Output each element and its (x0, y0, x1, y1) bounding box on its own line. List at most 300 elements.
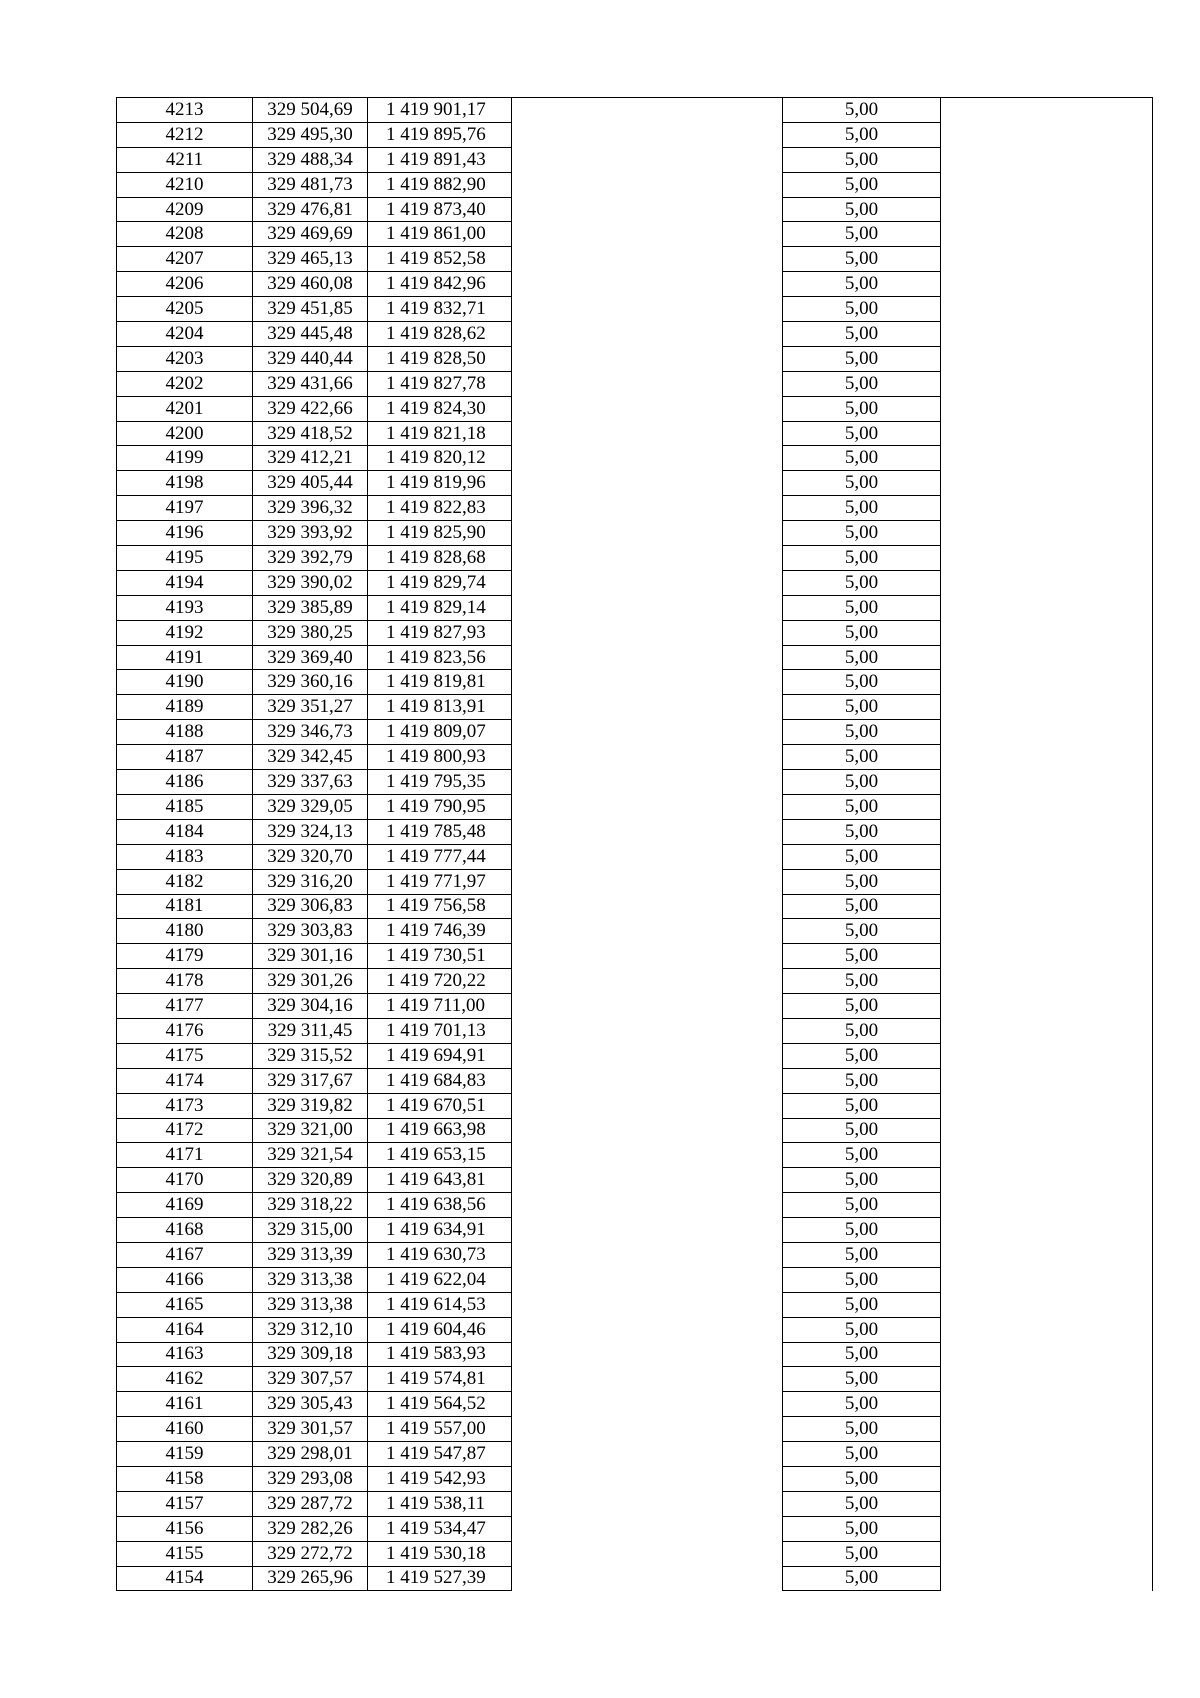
y-coordinate-cell: 1 419 819,96 (368, 471, 512, 496)
table-row (117, 297, 1153, 322)
table-row (117, 1193, 1153, 1218)
y-coordinate-cell: 1 419 538,11 (368, 1491, 512, 1516)
y-coordinate-cell: 1 419 821,18 (368, 421, 512, 446)
point-number-cell: 4157 (117, 1491, 253, 1516)
x-coordinate-cell: 329 312,10 (253, 1317, 368, 1342)
table-row (117, 1143, 1153, 1168)
point-number-cell: 4186 (117, 770, 253, 795)
point-number-cell: 4170 (117, 1168, 253, 1193)
table-row (117, 1367, 1153, 1392)
table-row (117, 1068, 1153, 1093)
x-coordinate-cell: 329 320,70 (253, 844, 368, 869)
empty-cell (512, 670, 783, 695)
empty-cell (941, 620, 1153, 645)
point-number-cell: 4155 (117, 1541, 253, 1566)
empty-cell (941, 222, 1153, 247)
point-number-cell: 4176 (117, 1018, 253, 1043)
accuracy-cell: 5,00 (783, 98, 941, 123)
empty-cell (941, 396, 1153, 421)
x-coordinate-cell: 329 306,83 (253, 894, 368, 919)
point-number-cell: 4165 (117, 1292, 253, 1317)
empty-cell (941, 98, 1153, 123)
point-number-cell: 4161 (117, 1392, 253, 1417)
accuracy-cell: 5,00 (783, 1267, 941, 1292)
x-coordinate-cell: 329 307,57 (253, 1367, 368, 1392)
table-row (117, 944, 1153, 969)
x-coordinate-cell: 329 317,67 (253, 1068, 368, 1093)
accuracy-cell: 5,00 (783, 794, 941, 819)
y-coordinate-cell: 1 419 891,43 (368, 147, 512, 172)
table-row (117, 122, 1153, 147)
point-number-cell: 4181 (117, 894, 253, 919)
accuracy-cell: 5,00 (783, 1143, 941, 1168)
empty-cell (941, 720, 1153, 745)
y-coordinate-cell: 1 419 746,39 (368, 919, 512, 944)
point-number-cell: 4173 (117, 1093, 253, 1118)
x-coordinate-cell: 329 495,30 (253, 122, 368, 147)
empty-cell (512, 1292, 783, 1317)
empty-cell (941, 272, 1153, 297)
point-number-cell: 4196 (117, 521, 253, 546)
accuracy-cell: 5,00 (783, 1442, 941, 1467)
empty-cell (512, 421, 783, 446)
empty-cell (941, 421, 1153, 446)
table-row (117, 844, 1153, 869)
accuracy-cell: 5,00 (783, 969, 941, 994)
y-coordinate-cell: 1 419 820,12 (368, 446, 512, 471)
table-row (117, 471, 1153, 496)
y-coordinate-cell: 1 419 534,47 (368, 1516, 512, 1541)
empty-cell (941, 1541, 1153, 1566)
empty-cell (512, 844, 783, 869)
empty-cell (941, 1143, 1153, 1168)
y-coordinate-cell: 1 419 643,81 (368, 1168, 512, 1193)
x-coordinate-cell: 329 301,26 (253, 969, 368, 994)
table-row (117, 147, 1153, 172)
empty-cell (512, 396, 783, 421)
empty-cell (941, 1442, 1153, 1467)
x-coordinate-cell: 329 422,66 (253, 396, 368, 421)
x-coordinate-cell: 329 481,73 (253, 172, 368, 197)
empty-cell (941, 1267, 1153, 1292)
accuracy-cell: 5,00 (783, 1093, 941, 1118)
point-number-cell: 4183 (117, 844, 253, 869)
point-number-cell: 4154 (117, 1566, 253, 1591)
empty-cell (512, 1267, 783, 1292)
y-coordinate-cell: 1 419 822,83 (368, 496, 512, 521)
empty-cell (512, 645, 783, 670)
x-coordinate-cell: 329 431,66 (253, 371, 368, 396)
y-coordinate-cell: 1 419 813,91 (368, 695, 512, 720)
empty-cell (512, 695, 783, 720)
y-coordinate-cell: 1 419 701,13 (368, 1018, 512, 1043)
empty-cell (941, 1218, 1153, 1243)
accuracy-cell: 5,00 (783, 496, 941, 521)
y-coordinate-cell: 1 419 901,17 (368, 98, 512, 123)
table-row (117, 346, 1153, 371)
empty-cell (512, 197, 783, 222)
empty-cell (512, 1392, 783, 1417)
y-coordinate-cell: 1 419 829,74 (368, 570, 512, 595)
y-coordinate-cell: 1 419 832,71 (368, 297, 512, 322)
accuracy-cell: 5,00 (783, 1218, 941, 1243)
x-coordinate-cell: 329 329,05 (253, 794, 368, 819)
point-number-cell: 4200 (117, 421, 253, 446)
point-number-cell: 4190 (117, 670, 253, 695)
y-coordinate-cell: 1 419 873,40 (368, 197, 512, 222)
empty-cell (941, 869, 1153, 894)
y-coordinate-cell: 1 419 684,83 (368, 1068, 512, 1093)
point-number-cell: 4213 (117, 98, 253, 123)
x-coordinate-cell: 329 321,00 (253, 1118, 368, 1143)
accuracy-cell: 5,00 (783, 396, 941, 421)
empty-cell (941, 197, 1153, 222)
table-row (117, 1093, 1153, 1118)
empty-cell (512, 172, 783, 197)
y-coordinate-cell: 1 419 711,00 (368, 994, 512, 1019)
x-coordinate-cell: 329 488,34 (253, 147, 368, 172)
table-row (117, 745, 1153, 770)
table-row (117, 222, 1153, 247)
empty-cell (941, 1118, 1153, 1143)
table-row (117, 1392, 1153, 1417)
x-coordinate-cell: 329 318,22 (253, 1193, 368, 1218)
empty-cell (512, 1317, 783, 1342)
empty-cell (512, 919, 783, 944)
empty-cell (512, 1093, 783, 1118)
y-coordinate-cell: 1 419 800,93 (368, 745, 512, 770)
x-coordinate-cell: 329 460,08 (253, 272, 368, 297)
accuracy-cell: 5,00 (783, 1292, 941, 1317)
empty-cell (941, 944, 1153, 969)
empty-cell (512, 1193, 783, 1218)
y-coordinate-cell: 1 419 630,73 (368, 1242, 512, 1267)
accuracy-cell: 5,00 (783, 446, 941, 471)
y-coordinate-cell: 1 419 694,91 (368, 1043, 512, 1068)
accuracy-cell: 5,00 (783, 1118, 941, 1143)
accuracy-cell: 5,00 (783, 894, 941, 919)
point-number-cell: 4208 (117, 222, 253, 247)
x-coordinate-cell: 329 369,40 (253, 645, 368, 670)
table-row (117, 197, 1153, 222)
empty-cell (512, 1218, 783, 1243)
table-row (117, 770, 1153, 795)
empty-cell (941, 1566, 1153, 1591)
empty-cell (941, 1342, 1153, 1367)
table-row (117, 819, 1153, 844)
y-coordinate-cell: 1 419 842,96 (368, 272, 512, 297)
x-coordinate-cell: 329 396,32 (253, 496, 368, 521)
empty-cell (941, 1168, 1153, 1193)
empty-cell (941, 172, 1153, 197)
point-number-cell: 4160 (117, 1417, 253, 1442)
empty-cell (941, 745, 1153, 770)
x-coordinate-cell: 329 272,72 (253, 1541, 368, 1566)
empty-cell (512, 272, 783, 297)
empty-cell (512, 1242, 783, 1267)
y-coordinate-cell: 1 419 827,78 (368, 371, 512, 396)
y-coordinate-cell: 1 419 756,58 (368, 894, 512, 919)
empty-cell (941, 322, 1153, 347)
point-number-cell: 4182 (117, 869, 253, 894)
table-row (117, 172, 1153, 197)
accuracy-cell: 5,00 (783, 670, 941, 695)
table-row (117, 1466, 1153, 1491)
table-row (117, 496, 1153, 521)
accuracy-cell: 5,00 (783, 944, 941, 969)
empty-cell (941, 969, 1153, 994)
point-number-cell: 4180 (117, 919, 253, 944)
empty-cell (512, 1516, 783, 1541)
point-number-cell: 4192 (117, 620, 253, 645)
empty-cell (512, 1043, 783, 1068)
point-number-cell: 4203 (117, 346, 253, 371)
empty-cell (941, 844, 1153, 869)
accuracy-cell: 5,00 (783, 172, 941, 197)
point-number-cell: 4207 (117, 247, 253, 272)
empty-cell (941, 496, 1153, 521)
x-coordinate-cell: 329 469,69 (253, 222, 368, 247)
point-number-cell: 4201 (117, 396, 253, 421)
x-coordinate-cell: 329 320,89 (253, 1168, 368, 1193)
empty-cell (512, 1118, 783, 1143)
y-coordinate-cell: 1 419 795,35 (368, 770, 512, 795)
table-row (117, 446, 1153, 471)
y-coordinate-cell: 1 419 583,93 (368, 1342, 512, 1367)
point-number-cell: 4209 (117, 197, 253, 222)
empty-cell (941, 371, 1153, 396)
table-row (117, 1541, 1153, 1566)
accuracy-cell: 5,00 (783, 272, 941, 297)
x-coordinate-cell: 329 405,44 (253, 471, 368, 496)
table-row (117, 794, 1153, 819)
accuracy-cell: 5,00 (783, 297, 941, 322)
empty-cell (512, 98, 783, 123)
accuracy-cell: 5,00 (783, 546, 941, 571)
y-coordinate-cell: 1 419 825,90 (368, 521, 512, 546)
accuracy-cell: 5,00 (783, 346, 941, 371)
y-coordinate-cell: 1 419 819,81 (368, 670, 512, 695)
accuracy-cell: 5,00 (783, 745, 941, 770)
empty-cell (941, 1292, 1153, 1317)
empty-cell (512, 446, 783, 471)
accuracy-cell: 5,00 (783, 1541, 941, 1566)
table-row (117, 1218, 1153, 1243)
empty-cell (941, 1417, 1153, 1442)
empty-cell (512, 147, 783, 172)
table-row (117, 1242, 1153, 1267)
accuracy-cell: 5,00 (783, 695, 941, 720)
empty-cell (512, 570, 783, 595)
point-number-cell: 4204 (117, 322, 253, 347)
y-coordinate-cell: 1 419 882,90 (368, 172, 512, 197)
point-number-cell: 4172 (117, 1118, 253, 1143)
y-coordinate-cell: 1 419 828,62 (368, 322, 512, 347)
point-number-cell: 4194 (117, 570, 253, 595)
x-coordinate-cell: 329 298,01 (253, 1442, 368, 1467)
x-coordinate-cell: 329 305,43 (253, 1392, 368, 1417)
accuracy-cell: 5,00 (783, 1491, 941, 1516)
empty-cell (941, 1491, 1153, 1516)
accuracy-cell: 5,00 (783, 197, 941, 222)
point-number-cell: 4189 (117, 695, 253, 720)
x-coordinate-cell: 329 465,13 (253, 247, 368, 272)
table-row (117, 1292, 1153, 1317)
point-number-cell: 4156 (117, 1516, 253, 1541)
point-number-cell: 4197 (117, 496, 253, 521)
accuracy-cell: 5,00 (783, 1566, 941, 1591)
empty-cell (941, 595, 1153, 620)
x-coordinate-cell: 329 351,27 (253, 695, 368, 720)
x-coordinate-cell: 329 265,96 (253, 1566, 368, 1591)
empty-cell (941, 122, 1153, 147)
empty-cell (512, 297, 783, 322)
x-coordinate-cell: 329 282,26 (253, 1516, 368, 1541)
y-coordinate-cell: 1 419 785,48 (368, 819, 512, 844)
table-row (117, 1267, 1153, 1292)
table-row (117, 994, 1153, 1019)
accuracy-cell: 5,00 (783, 1242, 941, 1267)
table-row (117, 1317, 1153, 1342)
table-row (117, 247, 1153, 272)
accuracy-cell: 5,00 (783, 222, 941, 247)
x-coordinate-cell: 329 385,89 (253, 595, 368, 620)
empty-cell (941, 894, 1153, 919)
empty-cell (512, 819, 783, 844)
y-coordinate-cell: 1 419 823,56 (368, 645, 512, 670)
empty-cell (512, 322, 783, 347)
x-coordinate-cell: 329 309,18 (253, 1342, 368, 1367)
table-row (117, 1566, 1153, 1591)
empty-cell (512, 620, 783, 645)
x-coordinate-cell: 329 315,00 (253, 1218, 368, 1243)
point-number-cell: 4193 (117, 595, 253, 620)
empty-cell (512, 944, 783, 969)
empty-cell (512, 1491, 783, 1516)
accuracy-cell: 5,00 (783, 645, 941, 670)
empty-cell (941, 1018, 1153, 1043)
y-coordinate-cell: 1 419 861,00 (368, 222, 512, 247)
y-coordinate-cell: 1 419 895,76 (368, 122, 512, 147)
x-coordinate-cell: 329 315,52 (253, 1043, 368, 1068)
x-coordinate-cell: 329 313,38 (253, 1267, 368, 1292)
y-coordinate-cell: 1 419 527,39 (368, 1566, 512, 1591)
empty-cell (941, 1466, 1153, 1491)
table-row (117, 695, 1153, 720)
empty-cell (941, 1516, 1153, 1541)
table-row (117, 645, 1153, 670)
empty-cell (941, 794, 1153, 819)
x-coordinate-cell: 329 418,52 (253, 421, 368, 446)
x-coordinate-cell: 329 412,21 (253, 446, 368, 471)
empty-cell (941, 446, 1153, 471)
accuracy-cell: 5,00 (783, 919, 941, 944)
table-row (117, 1516, 1153, 1541)
table-row (117, 521, 1153, 546)
table-row (117, 670, 1153, 695)
empty-cell (941, 994, 1153, 1019)
x-coordinate-cell: 329 301,16 (253, 944, 368, 969)
y-coordinate-cell: 1 419 790,95 (368, 794, 512, 819)
empty-cell (512, 794, 783, 819)
y-coordinate-cell: 1 419 827,93 (368, 620, 512, 645)
empty-cell (941, 147, 1153, 172)
x-coordinate-cell: 329 440,44 (253, 346, 368, 371)
empty-cell (512, 222, 783, 247)
point-number-cell: 4199 (117, 446, 253, 471)
accuracy-cell: 5,00 (783, 322, 941, 347)
point-number-cell: 4178 (117, 969, 253, 994)
point-number-cell: 4198 (117, 471, 253, 496)
empty-cell (941, 471, 1153, 496)
table-row (117, 570, 1153, 595)
point-number-cell: 4205 (117, 297, 253, 322)
point-number-cell: 4169 (117, 1193, 253, 1218)
empty-cell (941, 919, 1153, 944)
point-number-cell: 4168 (117, 1218, 253, 1243)
point-number-cell: 4191 (117, 645, 253, 670)
point-number-cell: 4195 (117, 546, 253, 571)
point-number-cell: 4202 (117, 371, 253, 396)
empty-cell (941, 570, 1153, 595)
empty-cell (512, 371, 783, 396)
point-number-cell: 4212 (117, 122, 253, 147)
y-coordinate-cell: 1 419 614,53 (368, 1292, 512, 1317)
empty-cell (941, 297, 1153, 322)
empty-cell (941, 247, 1153, 272)
empty-cell (512, 1566, 783, 1591)
point-number-cell: 4174 (117, 1068, 253, 1093)
empty-cell (512, 969, 783, 994)
accuracy-cell: 5,00 (783, 147, 941, 172)
x-coordinate-cell: 329 321,54 (253, 1143, 368, 1168)
table-row (117, 1168, 1153, 1193)
point-number-cell: 4210 (117, 172, 253, 197)
accuracy-cell: 5,00 (783, 570, 941, 595)
accuracy-cell: 5,00 (783, 1018, 941, 1043)
x-coordinate-cell: 329 360,16 (253, 670, 368, 695)
empty-cell (512, 1541, 783, 1566)
x-coordinate-cell: 329 393,92 (253, 521, 368, 546)
table-row (117, 1491, 1153, 1516)
y-coordinate-cell: 1 419 824,30 (368, 396, 512, 421)
y-coordinate-cell: 1 419 771,97 (368, 869, 512, 894)
empty-cell (941, 670, 1153, 695)
empty-cell (512, 471, 783, 496)
table-row (117, 1342, 1153, 1367)
empty-cell (941, 521, 1153, 546)
x-coordinate-cell: 329 337,63 (253, 770, 368, 795)
table-row (117, 98, 1153, 123)
table-row (117, 1118, 1153, 1143)
x-coordinate-cell: 329 451,85 (253, 297, 368, 322)
y-coordinate-cell: 1 419 809,07 (368, 720, 512, 745)
empty-cell (941, 1043, 1153, 1068)
coordinates-table (116, 97, 1153, 1591)
x-coordinate-cell: 329 316,20 (253, 869, 368, 894)
accuracy-cell: 5,00 (783, 371, 941, 396)
x-coordinate-cell: 329 476,81 (253, 197, 368, 222)
accuracy-cell: 5,00 (783, 471, 941, 496)
x-coordinate-cell: 329 313,39 (253, 1242, 368, 1267)
table-row (117, 1043, 1153, 1068)
point-number-cell: 4166 (117, 1267, 253, 1292)
accuracy-cell: 5,00 (783, 819, 941, 844)
x-coordinate-cell: 329 392,79 (253, 546, 368, 571)
empty-cell (941, 1242, 1153, 1267)
x-coordinate-cell: 329 319,82 (253, 1093, 368, 1118)
y-coordinate-cell: 1 419 547,87 (368, 1442, 512, 1467)
